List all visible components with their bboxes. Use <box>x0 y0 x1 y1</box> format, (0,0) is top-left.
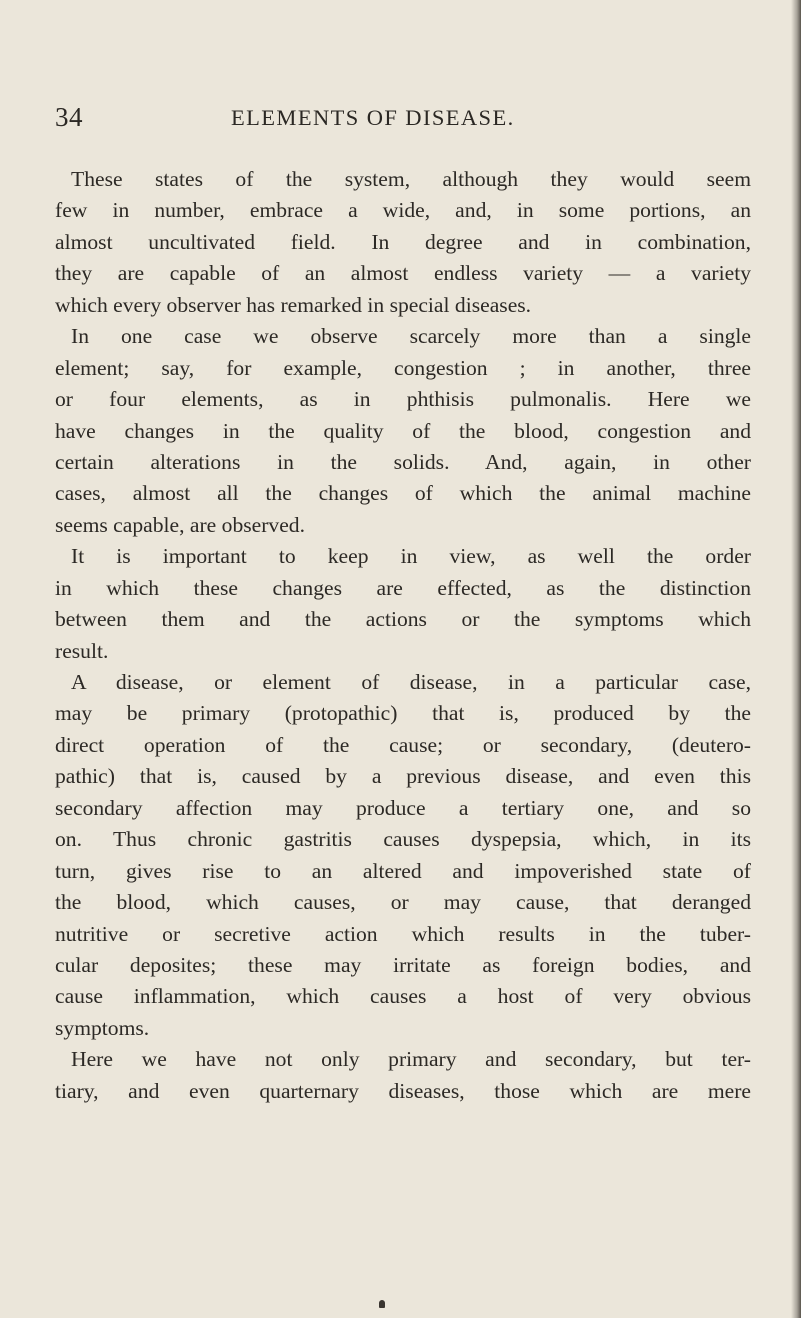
body-text <box>55 164 751 1107</box>
text-line: they are capable of an almost endless variety — a variety <box>55 261 751 286</box>
ink-mark <box>379 1300 385 1308</box>
text-line: between them and the actions or the symptoms which <box>55 607 751 632</box>
text-line: pathic) that is, caused by a previous disease, and even this <box>55 764 751 789</box>
text-line: It is important to keep in view, as well the order <box>71 544 751 569</box>
text-line: turn, gives rise to an altered and impoverished state of <box>55 858 751 883</box>
text-line: almost uncultivated field. In degree and in combination, <box>55 229 751 254</box>
page-number: 34 <box>55 102 83 132</box>
text-line: tiary, and even quarternary diseases, those which are mere <box>55 1078 751 1103</box>
text-line: secondary affection may produce a tertiary one, and so <box>55 795 751 820</box>
text-line: on. Thus chronic gastritis causes dyspepsia, which, in its <box>55 827 751 852</box>
text-line: have changes in the quality of the blood, congestion and <box>55 418 751 443</box>
text-line: few in number, embrace a wide, and, in some portions, an <box>55 198 751 223</box>
page-edge-shadow <box>791 0 801 1318</box>
text-line: in which these changes are effected, as the distinction <box>55 575 751 600</box>
text-line: direct operation of the cause; or secondary, (deutero- <box>55 732 751 757</box>
page-header <box>55 102 755 142</box>
text-line: which every observer has remarked in special diseases. <box>55 292 532 317</box>
text-line: seems capable, are observed. <box>55 512 306 537</box>
text-line: may be primary (protopathic) that is, produced by the <box>55 701 751 726</box>
running-head: ELEMENTS OF DISEASE. <box>231 105 515 130</box>
text-line: certain alterations in the solids. And, again, in other <box>55 449 751 474</box>
text-line: A disease, or element of disease, in a particular case, <box>71 670 751 694</box>
text-line: symptoms. <box>55 1015 150 1040</box>
text-line: element; say, for example, congestion ; in another, three <box>55 355 751 380</box>
text-line: nutritive or secretive action which results in the tuber- <box>55 921 751 946</box>
text-line: These states of the system, although they would seem <box>71 167 751 191</box>
text-line: cause inflammation, which causes a host of very obvious <box>55 984 751 1009</box>
text-line: In one case we observe scarcely more than a single <box>71 324 751 349</box>
text-line: cases, almost all the changes of which the animal machine <box>55 481 751 506</box>
text-line: or four elements, as in phthisis pulmonalis. Here we <box>55 387 751 412</box>
text-line: cular deposites; these may irritate as foreign bodies, and <box>55 952 751 977</box>
text-line: result. <box>55 638 109 663</box>
text-line: Here we have not only primary and secondary, but ter- <box>71 1047 751 1072</box>
text-line: the blood, which causes, or may cause, that deranged <box>55 890 751 915</box>
